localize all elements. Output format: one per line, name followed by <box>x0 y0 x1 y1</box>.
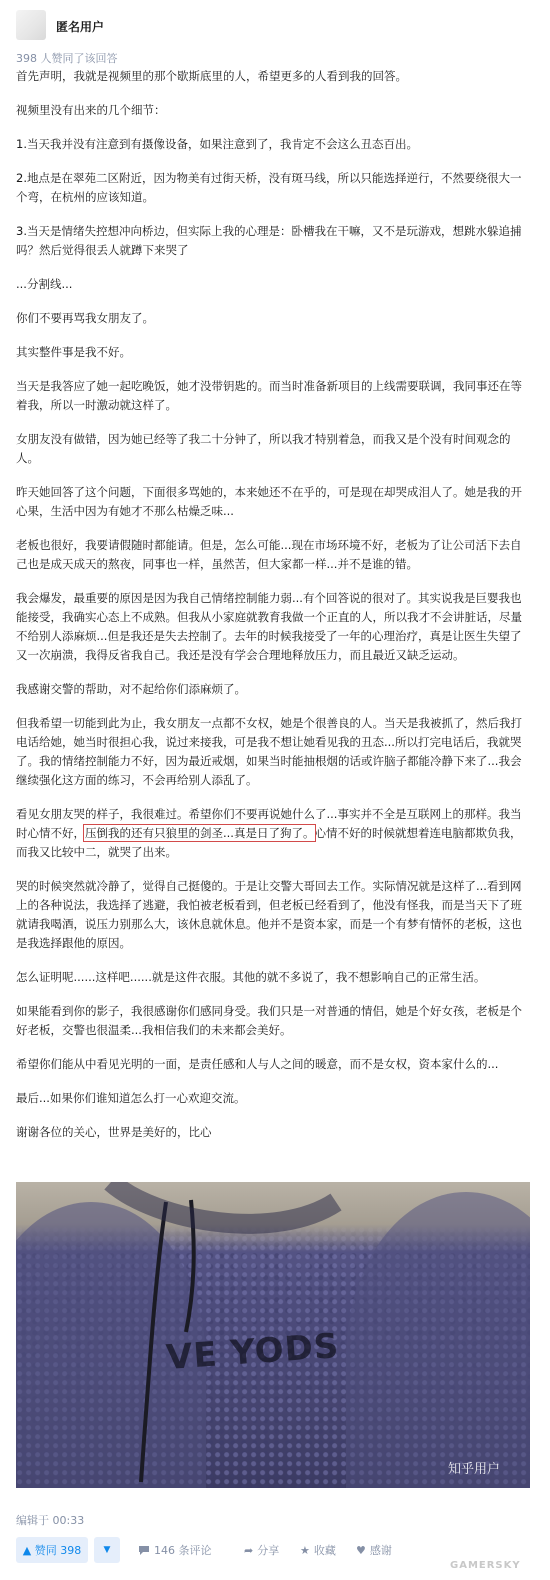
text-span: 心情不好的时候就想着连电脑都欺负我，而我又比较中二，就哭了出来。 <box>16 826 522 859</box>
answer-content <box>16 67 526 1155</box>
paragraph: 女朋友没有做错，因为她已经等了我二十分钟了，所以我才特别着急，而我又是个没有时间观念的人。 <box>16 432 511 465</box>
downvote-button[interactable] <box>94 1537 120 1563</box>
paragraph: 我感谢交警的帮助，对不起给你们添麻烦了。 <box>16 682 246 696</box>
comment-button[interactable] <box>138 1537 212 1563</box>
paragraph: 希望你们能从中看见光明的一面，是责任感和人与人之间的暖意，而不是女权，资本家什么的... <box>16 1057 499 1071</box>
paragraph-with-highlight <box>16 805 526 862</box>
edited-time[interactable]: 编辑于 00:33 <box>16 1514 85 1527</box>
paragraph: 谢谢各位的关心，世界是美好的，比心 <box>16 1125 212 1139</box>
author-name[interactable]: 匿名用户 <box>56 20 105 34</box>
paragraph: 老板也很好，我要请假随时都能请。但是，怎么可能...现在市场环境不好，老板为了让公司活下去自己也是成天成天的熬夜，同事也一样，虽然苦，但大家都一样...并不是谁的错。 <box>16 538 522 571</box>
paragraph: 我会爆发，最重要的原因是因为我自己情绪控制能力弱...有个回答说的很对了。其实说我是巨婴我也能接受，我确实心态上不成熟。但我从小家庭就教育我做一个正直的人，所以我才不会讲脏话，尽量不给别人添麻烦...但是我还是失去控制了。去年的时候我接受了一年的心理治疗，真是让医生失望了 又一次崩溃，我得反省我自己。我还是没有学会合理地释放压力，而且最近又缺乏运动。 <box>16 591 522 662</box>
thanks-button[interactable] <box>356 1537 392 1563</box>
paragraph: 昨天她回答了这个问题，下面很多骂她的，本来她还不在乎的，可是现在却哭成泪人了。她是我的开心果，生活中因为有她才不那么枯燥乏味... <box>16 485 522 518</box>
divider-text: ...分割线... <box>16 277 73 291</box>
share-label: 分享 <box>257 1544 280 1557</box>
heart-icon: ♥ <box>356 1543 366 1557</box>
paragraph: 怎么证明呢......这样吧......就是这件衣服。其他的就不多说了，我不想影响自己的正常生活。 <box>16 970 486 984</box>
caret-down-icon: ▼ <box>103 1545 111 1555</box>
sweater-photo[interactable] <box>16 1182 530 1488</box>
paragraph: 最后...如果你们谁知道怎么打一心欢迎交流。 <box>16 1091 246 1105</box>
paragraph: 首先声明，我就是视频里的那个歇斯底里的人，希望更多的人看到我的回答。 <box>16 69 407 83</box>
star-icon: ★ <box>300 1543 310 1557</box>
thanks-label: 感谢 <box>369 1544 392 1557</box>
paragraph: 如果能看到你的影子，我很感谢你们感同身受。我们只是一对普通的情侣，她是个好女孩，老板是个好老板，交警也很温柔...我相信我们的未来都会美好。 <box>16 1004 522 1037</box>
favorite-label: 收藏 <box>313 1544 336 1557</box>
favorite-button[interactable] <box>300 1537 336 1563</box>
avatar[interactable] <box>16 10 46 40</box>
comment-icon <box>138 1544 150 1556</box>
paragraph: 但我希望一切能到此为止，我女朋友一点都不女权，她是个很善良的人。当天是我被抓了，然后我打电话给她，她当时很担心我，说过来接我，可是我不想让她看见我的丑态...所以打完电话后，我就哭了。我的情绪控制能力不好，因为最近戒烟，如果当时能抽根烟的话或许脑子都能冷静下来了...我会继续强化这方面的练习，不会再给别人添乱了。 <box>16 716 522 787</box>
vote-count-text: 398 人赞同了该回答 <box>16 52 118 65</box>
paragraph: 2.地点是在翠苑二区附近，因为物美有过街天桥，没有斑马线，所以只能选择逆行，不然要绕很大一个弯，在杭州的应该知道。 <box>16 171 522 204</box>
paragraph: 哭的时候突然就冷静了，觉得自己挺傻的。于是让交警大哥回去工作。实际情况就是这样了...看到网上的各种说法，我选择了逃避，我怕被老板看到，但老板已经看到了，他没有怪我，而是当天下了班就请我喝酒，说压力别那么大，该休息就休息。他并不是资本家，而是一个有梦有情怀的老板，这也是我选择跟他的原因。 <box>16 879 522 950</box>
paragraph: 当天是我答应了她一起吃晚饭，她才没带钥匙的。而当时准备新项目的上线需要联调，我同事还在等着我，所以一时激动就这样了。 <box>16 379 522 412</box>
site-watermark: GAMERSKY <box>450 1560 521 1571</box>
paragraph: 视频里没有出来的几个细节： <box>16 103 166 117</box>
answer-header <box>16 10 516 44</box>
photo-watermark: 知乎用户 <box>448 1462 501 1477</box>
sweater-print-text: VE YODS <box>164 1326 341 1378</box>
share-button[interactable] <box>244 1537 279 1563</box>
paragraph: 其实整件事是我不好。 <box>16 345 131 359</box>
paragraph: 1.当天我并没有注意到有摄像设备，如果注意到了，我肯定不会这么丑态百出。 <box>16 137 418 151</box>
upvote-button[interactable]: ▲ 赞同 398 <box>16 1537 88 1563</box>
paragraph: 3.当天是情绪失控想冲向桥边，但实际上我的心理是：卧槽我在干嘛，又不是玩游戏，想跳水躲追捕吗？然后觉得很丢人就蹲下来哭了 <box>16 224 522 257</box>
comment-count: 146 条评论 <box>154 1544 212 1557</box>
text-span: 看见女朋友哭的样子，我很难过。希望你们不要再说她什么了...事实并不全是互联网上的那样。我当时心情不好， <box>16 807 522 840</box>
highlighted-text: 压倒我的还有只狼里的剑圣...真是日了狗了。 <box>85 826 315 840</box>
share-icon: ➦ <box>244 1543 254 1557</box>
paragraph: 你们不要再骂我女朋友了。 <box>16 311 154 325</box>
